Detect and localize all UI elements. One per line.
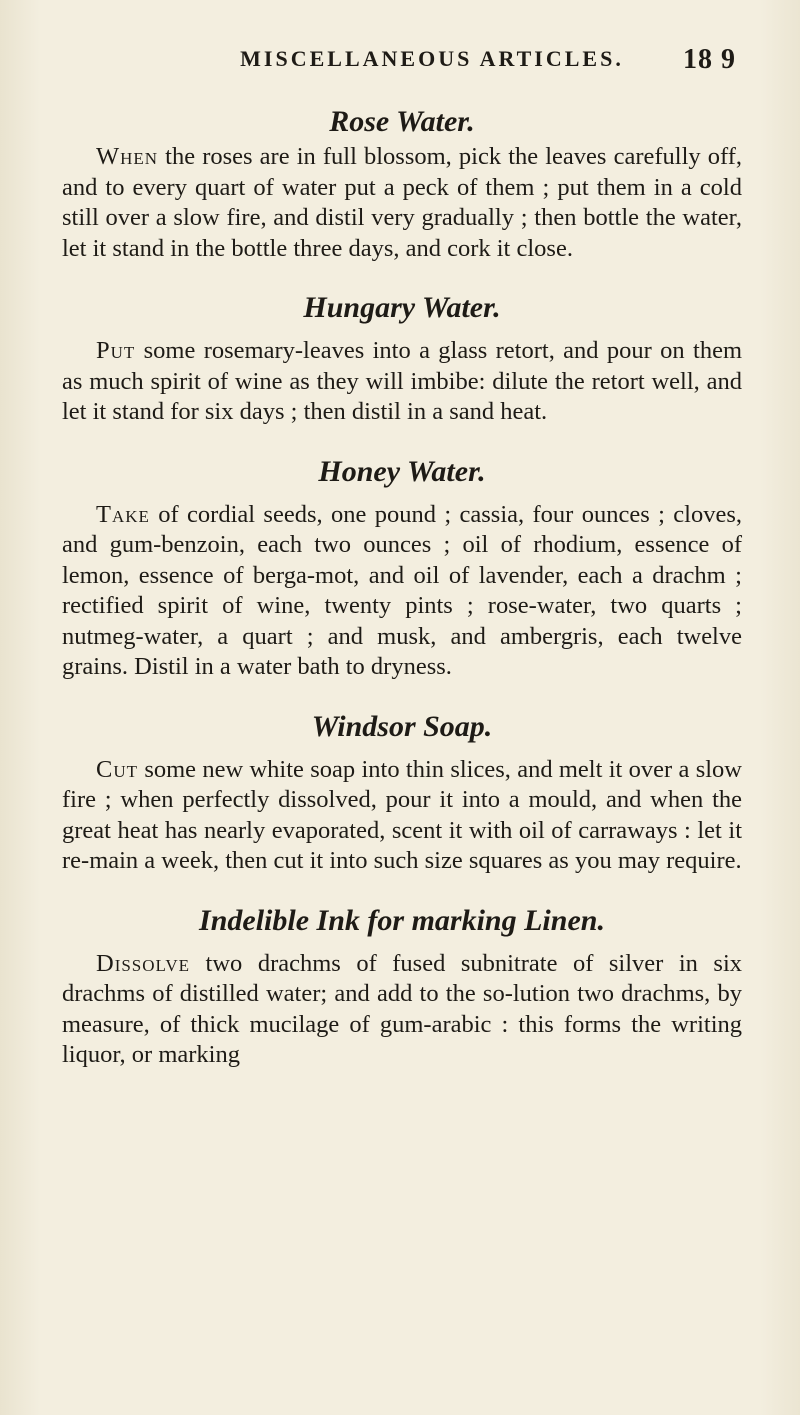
- recipe-paragraph: [62, 336, 742, 428]
- section-hungary-water: [62, 290, 742, 428]
- lead-word: Dissolve: [96, 949, 191, 977]
- lead-word: Take: [96, 500, 150, 528]
- recipe-text: the roses are in full blossom, pick the leaves carefully off, and to every quart of water put a peck of them ; put them in a cold still over a slow fire, and distil very gradually ; then bottle the water, let it stand in the bottle three days, and cork it close.: [62, 143, 742, 262]
- recipe-text: some rosemary-leaves into a glass retort, and pour on them as much spirit of wine as they will imbibe: dilute the retort well, and let it stand for six days ; then distil in a sand heat.: [62, 337, 742, 425]
- recipe-paragraph: [62, 755, 742, 877]
- running-head-title: MISCELLANEOUS ARTICLES.: [240, 46, 624, 71]
- section-heading: Rose Water.: [329, 105, 475, 138]
- section-heading: Honey Water.: [318, 454, 486, 488]
- section-heading: Windsor Soap.: [311, 709, 493, 743]
- lead-word: Put: [96, 337, 136, 364]
- lead-word: Cut: [96, 755, 139, 783]
- section-heading: Indelible Ink for marking Linen.: [199, 903, 605, 937]
- section-heading: Hungary Water.: [303, 291, 501, 324]
- recipe-paragraph: [62, 500, 742, 683]
- running-head: [62, 0, 742, 90]
- section-honey-water: [62, 454, 742, 683]
- page-number: 18 9: [683, 44, 736, 75]
- recipe-paragraph: [62, 142, 742, 264]
- section-indelible-ink: [62, 903, 742, 1071]
- recipe-paragraph: [62, 949, 742, 1071]
- section-windsor-soap: [62, 709, 742, 877]
- recipe-text: two drachms of fused subnitrate of silver in six drachms of distilled water; and add to the so-lution two drachms, by measure, of thick mucilage of gum-arabic : this forms the writing liquor, or marking: [62, 949, 742, 1068]
- recipe-text: some new white soap into thin slices, and melt it over a slow fire ; when perfectly dissolved, pour it into a mould, and when the great heat has nearly evaporated, scent it with oil of carraways : let it re-main a week, then cut it into such size squares as you may require.: [62, 755, 742, 874]
- recipe-text: of cordial seeds, one pound ; cassia, four ounces ; cloves, and gum-benzoin, each two ounces ; oil of rhodium, essence of lemon, essence of berga-mot, and oil of lavender, each a drachm ; rectified spirit of wine, twenty pints ; rose-water, two quarts ; nutmeg-water, a quart ; and musk, and ambergris, each twelve grains. Distil in a water bath to dryness.: [62, 500, 742, 680]
- lead-word: When: [96, 143, 159, 170]
- section-rose-water: [62, 104, 742, 264]
